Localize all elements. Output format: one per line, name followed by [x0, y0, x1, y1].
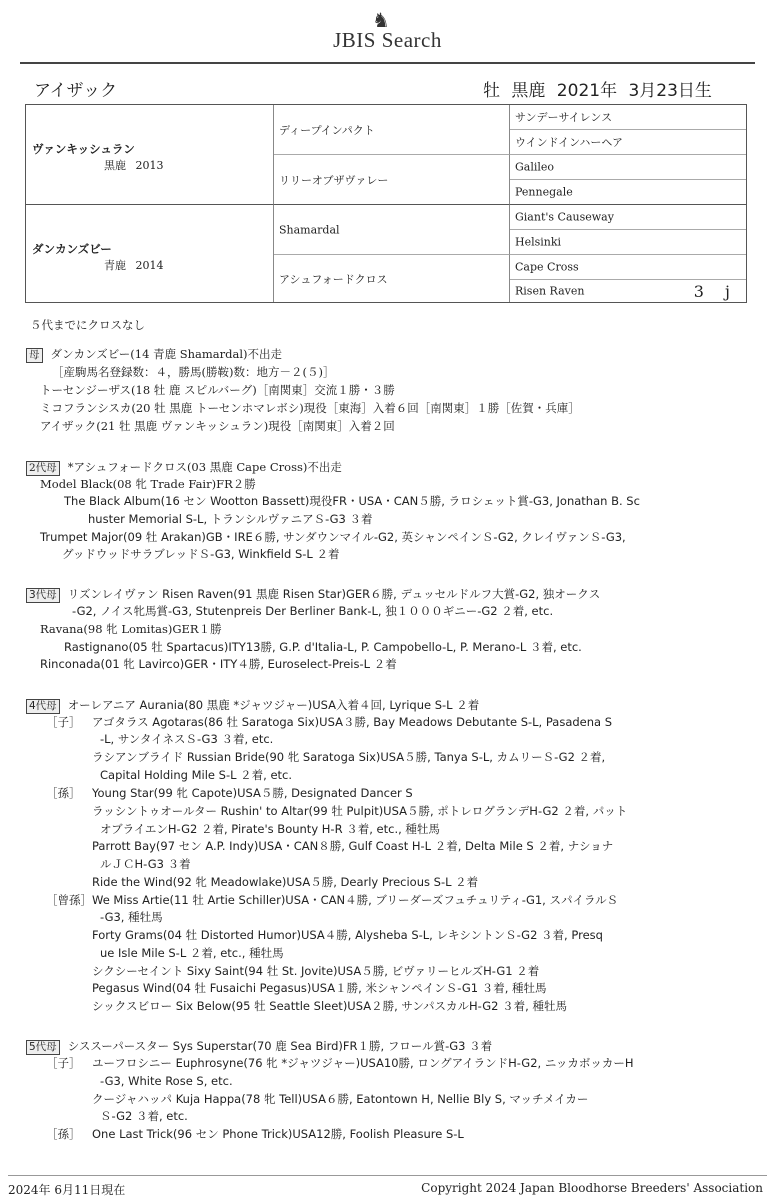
2nd-dam-line: Model Black(08 牝 Trade Fair)FR２勝 — [40, 477, 256, 491]
gen2-cell — [274, 155, 510, 205]
5th-dam-line: ユーフロシニー Euphrosyne(76 牝 *ジャツジャー)USA10勝, ロングアイランドH-G2, ニッカボッカーH — [92, 1056, 634, 1070]
pedigree-table — [25, 104, 747, 303]
5th-dam-text: シススーパースター Sys Superstar(70 鹿 Sea Bird)FR１勝, フロール賞-G3 ３着 — [67, 1039, 493, 1053]
4th-dam-line: シックスビロー Six Below(95 牡 Seattle Sleet)USA２勝, サンパスカルH-G2 ３着, 種牡馬 — [92, 999, 567, 1013]
4th-dam-line: Pegasus Wind(04 牡 Fusaichi Pegasus)USA１勝, 米シャンペインＳ-G1 ３着, 種牡馬 — [92, 981, 547, 995]
2nd-dam-line: Trumpet Major(09 牡 Arakan)GB・IRE６勝, サンダウンマイル-G2, 英シャンペインＳ-G2, クレイヴァンＳ-G3, — [40, 530, 626, 544]
dam-line: トーセンジーザス(18 牡 鹿 スピルバーグ)［南関東］交流１勝・３勝 — [40, 383, 395, 397]
section-dam-line — [26, 346, 282, 363]
horse-name: アイザック — [34, 81, 118, 101]
gen3-name: ウインドインハーヘア — [515, 136, 624, 149]
gen3-cell — [510, 205, 746, 230]
4th-dam-line: -L, サンタイネスＳ-G3 ３着, etc. — [100, 732, 274, 746]
3rd-dam-line: Ravana(98 牝 Lomitas)GER１勝 — [40, 622, 222, 636]
4th-dam-line: We Miss Artie(11 牡 Artie Schiller)USA・CAN４勝, ブリーダーズフュチュリティ-G1, スパイラルＳ — [92, 893, 619, 907]
5th-dam-line: -G3, White Rose S, etc. — [100, 1074, 233, 1088]
gen3-cell — [510, 130, 746, 155]
footer-date: 2024年 6月11日現在 — [8, 1183, 126, 1197]
gen2-cell — [274, 205, 510, 255]
header-divider — [20, 62, 755, 64]
gen3-cell — [510, 155, 746, 180]
generation-label: ［子］ — [46, 715, 81, 729]
gen2-cell — [274, 105, 510, 155]
gen3-cell — [510, 280, 746, 302]
4th-dam-line: アゴタラス Agotaras(86 牡 Saratoga Six)USA３勝, Bay Meadows Debutante S-L, Pasadena S — [92, 715, 613, 729]
gen3-cell — [510, 230, 746, 255]
gen2-cell — [274, 255, 510, 302]
gen2-name: Shamardal — [279, 223, 340, 236]
generation-label: ［孫］ — [46, 786, 81, 800]
gen2-name: ディープインパクト — [279, 123, 375, 137]
sire-cell — [26, 105, 274, 205]
cross-note: ５代までにクロスなし — [30, 318, 145, 332]
section-tag: 母 — [26, 348, 43, 363]
section-tag: 2代母 — [26, 461, 60, 476]
4th-dam-line: ue Isle Mile S-L ２着, etc., 種牡馬 — [100, 946, 284, 960]
sire-color-year: 黒鹿 2013 — [104, 159, 164, 172]
4th-dam-line: オブライエンH-G2 ２着, Pirate's Bounty H-R ３着, etc., 種牡馬 — [100, 822, 440, 836]
2nd-dam-text: *アシュフォードクロス(03 黒鹿 Cape Cross)不出走 — [67, 460, 342, 474]
gen3-name: Helsinki — [515, 235, 562, 249]
section-4th-dam-line — [26, 697, 479, 714]
5th-dam-line: Ｓ-G2 ３着, etc. — [100, 1109, 188, 1123]
4th-dam-line: Ride the Wind(92 牝 Meadowlake)USA５勝, Dearly Precious S-L ２着 — [92, 875, 479, 889]
gen3-cell — [510, 180, 746, 205]
4th-dam-line: ルＪＣH-G3 ３着 — [100, 857, 191, 871]
dam-line: ミコフランシスカ(20 牡 黒鹿 トーセンホマレボシ)現役［東海］入着６回［南関東］１勝［佐賀・兵庫］ — [40, 401, 580, 415]
2nd-dam-line: huster Memorial S-L, トランシルヴァニアＳ-G3 ３着 — [88, 512, 373, 526]
gen3-cell — [510, 105, 746, 130]
4th-dam-line: Young Star(99 牝 Capote)USA５勝, Designated Dancer S — [92, 786, 413, 800]
gen3-name: Cape Cross — [515, 260, 579, 274]
gen3-name: Pennegale — [515, 185, 573, 199]
footer-divider — [8, 1175, 767, 1176]
horse-info: 牡 黒鹿 2021年 3月23日生 — [483, 81, 712, 101]
section-tag: 3代母 — [26, 588, 60, 603]
jbis-logo[interactable] — [0, 6, 775, 53]
dam-color-year: 青鹿 2014 — [104, 259, 164, 272]
logo-text: JBIS Search — [333, 28, 442, 52]
4th-dam-line: シクシーセイント Sixy Saint(94 牡 St. Jovite)USA５勝, ビヴァリーヒルズH-G1 ２着 — [92, 964, 540, 978]
gen2-name: アシュフォードクロス — [279, 272, 388, 286]
4th-dam-line: ラシアンブライド Russian Bride(90 牝 Saratoga Six)USA５勝, Tanya S-L, カムリーＳ-G2 ２着, — [92, 750, 606, 764]
dam-name: ダンカンズビー — [32, 242, 112, 256]
generation-label: ［孫］ — [46, 1127, 81, 1141]
gen3-name: サンデーサイレンス — [515, 111, 613, 124]
gen3-name: Giant's Causeway — [515, 210, 614, 224]
section-3rd-dam-line — [26, 586, 600, 603]
4th-dam-line: ラッシントゥオールター Rushin' to Altar(99 牡 Pulpit)USA５勝, ポトレログランデH-G2 ２着, パット — [92, 804, 628, 818]
4th-dam-line: Forty Grams(04 牡 Distorted Humor)USA４勝, Alysheba S-L, レキシントンＳ-G2 ３着, Presq — [92, 928, 603, 942]
gen2-name: リリーオブザヴァレー — [279, 173, 389, 187]
dam-cell — [26, 205, 274, 302]
3rd-dam-line: Rinconada(01 牝 Lavirco)GER・ITY４勝, Euroselect-Preis-L ２着 — [40, 657, 397, 671]
section-tag: 4代母 — [26, 699, 60, 714]
5th-dam-line: One Last Trick(96 セン Phone Trick)USA12勝, Foolish Pleasure S-L — [92, 1127, 464, 1141]
gen3-name: Risen Raven — [515, 284, 585, 298]
horse-chess-icon: ♞ — [372, 8, 390, 32]
dam-line: ［産駒馬名登録数：４，勝馬(勝鞍)数：地方－２(５)］ — [52, 365, 335, 379]
3rd-dam-text: リズンレイヴァン Risen Raven(91 黒鹿 Risen Star)GER６勝, デュッセルドルフ大賞-G2, 独オークス — [67, 587, 601, 601]
4th-dam-text: オーレアニア Aurania(80 黒鹿 *ジャツジャー)USA入着４回, Lyrique S-L ２着 — [67, 698, 480, 712]
gen3-cell — [510, 255, 746, 280]
sire-name: ヴァンキッシュラン — [32, 142, 135, 156]
inbreeding-code: 3 j — [693, 282, 738, 301]
2nd-dam-line: The Black Album(16 セン Wootton Bassett)現役FR・USA・CAN５勝, ラロシェット賞-G3, Jonathan B. Sc — [64, 494, 640, 508]
generation-label: ［曾孫］ — [46, 893, 92, 907]
4th-dam-line: -G3, 種牡馬 — [100, 910, 163, 924]
dam-line: アイザック(21 牡 黒鹿 ヴァンキッシュラン)現役［南関東］入着２回 — [40, 419, 395, 433]
section-tag: 5代母 — [26, 1040, 60, 1055]
generation-label: ［子］ — [46, 1056, 81, 1070]
3rd-dam-line: Rastignano(05 牡 Spartacus)ITY13勝, G.P. d'Italia-L, P. Campobello-L, P. Merano-L ３着, etc. — [64, 640, 582, 654]
section-5th-dam-line — [26, 1038, 492, 1055]
2nd-dam-line: グッドウッドサラブレッドＳ-G3, Winkfield S-L ２着 — [62, 547, 340, 561]
gen3-name: Galileo — [515, 160, 555, 174]
3rd-dam-line: -G2, ノイス牝馬賞-G3, Stutenpreis Der Berliner Bank-L, 独１０００ギニー-G2 ２着, etc. — [72, 604, 554, 618]
dam-text: ダンカンズビー(14 青鹿 Shamardal)不出走 — [50, 347, 283, 361]
footer-copyright: Copyright 2024 Japan Bloodhorse Breeders' Association — [421, 1181, 763, 1195]
4th-dam-line: Capital Holding Mile S-L ２着, etc. — [100, 768, 293, 782]
4th-dam-line: Parrott Bay(97 セン A.P. Indy)USA・CAN８勝, Gulf Coast H-L ２着, Delta Mile S ２着, ナショナ — [92, 839, 614, 853]
section-2nd-dam-line — [26, 459, 342, 476]
5th-dam-line: クージャハッパ Kuja Happa(78 牝 Tell)USA６勝, Eatontown H, Nellie Bly S, マッチメイカー — [92, 1092, 589, 1106]
